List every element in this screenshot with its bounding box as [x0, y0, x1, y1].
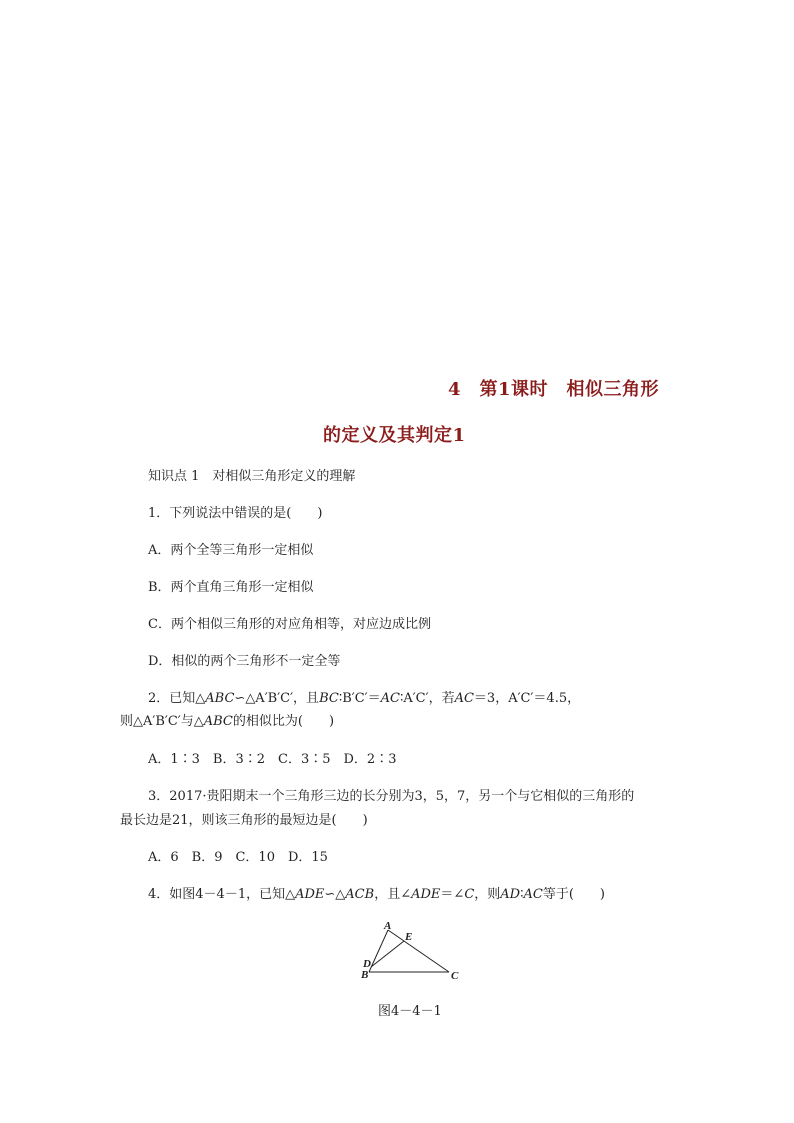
- q4-text: 等于( ): [542, 887, 605, 902]
- question-1-option-b: B．两个直角三角形一定相似: [148, 580, 314, 595]
- q4-math: ACB: [345, 887, 375, 902]
- question-3-options: A．6 B．9 C．10 D．15: [148, 850, 328, 865]
- figure-caption: 图4－4－1: [378, 1004, 442, 1019]
- q2-text: ∶A′C′，若: [399, 691, 455, 706]
- triangle-figure: [355, 918, 465, 988]
- question-2-stem-line-2: [120, 713, 334, 730]
- q4-math: C: [464, 887, 475, 902]
- q2-math: AC: [380, 691, 400, 706]
- question-1-option-a: A．两个全等三角形一定相似: [148, 543, 314, 558]
- q4-math: ADE: [295, 887, 325, 902]
- knowledge-point-heading: 知识点 1 对相似三角形定义的理解: [148, 469, 356, 484]
- q2-text: ∶B′C′＝: [338, 691, 381, 706]
- q4-math: ADE: [411, 887, 441, 902]
- q4-text: ＝∠: [440, 887, 465, 902]
- question-2-stem-line-1: [148, 690, 580, 707]
- q2-text: ＝3，A′C′＝4.5，: [473, 691, 581, 706]
- label-e: E: [405, 931, 413, 943]
- label-d: D: [363, 958, 371, 970]
- title-line-2: 的定义及其判定1: [323, 425, 466, 446]
- q2-text: ∽△A′B′C′，且: [234, 691, 320, 706]
- question-3-stem-line-1: 3．2017·贵阳期末一个三角形三边的长分别为3，5，7，另一个与它相似的三角形的: [148, 789, 635, 804]
- q4-text: 4．如图4－4－1，已知△: [148, 887, 296, 902]
- question-1-stem: 1．下列说法中错误的是( ): [148, 506, 323, 521]
- q4-text: ∶: [520, 887, 524, 902]
- q4-math: AC: [523, 887, 543, 902]
- q2-text: 则△A′B′C′与△: [120, 714, 204, 729]
- question-3-stem-line-2: 最长边是21，则该三角形的最短边是( ): [120, 813, 368, 828]
- q2-math: ABC: [205, 691, 235, 706]
- label-c: C: [451, 970, 459, 982]
- label-a: A: [384, 920, 392, 932]
- question-1-option-d: D．相似的两个三角形不一定全等: [148, 654, 341, 669]
- q2-math: AC: [454, 691, 474, 706]
- question-2-options: A．1∶3 B．3∶2 C．3∶5 D．2∶3: [148, 752, 397, 767]
- q4-text: ∽△: [324, 887, 346, 902]
- segment-de: [371, 941, 404, 967]
- question-1-option-c: C．两个相似三角形的对应角相等，对应边成比例: [148, 617, 431, 632]
- q2-math: ABC: [203, 714, 233, 729]
- q4-text: ，且∠: [374, 887, 412, 902]
- question-4-stem: [148, 886, 605, 903]
- q4-text: ，则: [474, 887, 501, 902]
- title-line-1: 4 第1课时 相似三角形: [448, 379, 660, 400]
- q4-math: AD: [500, 887, 521, 902]
- q2-text: 2．已知△: [148, 691, 206, 706]
- q2-math: BC: [319, 691, 339, 706]
- label-b: B: [361, 969, 369, 981]
- segment-ac: [388, 930, 449, 972]
- q2-text: 的相似比为( ): [232, 714, 335, 729]
